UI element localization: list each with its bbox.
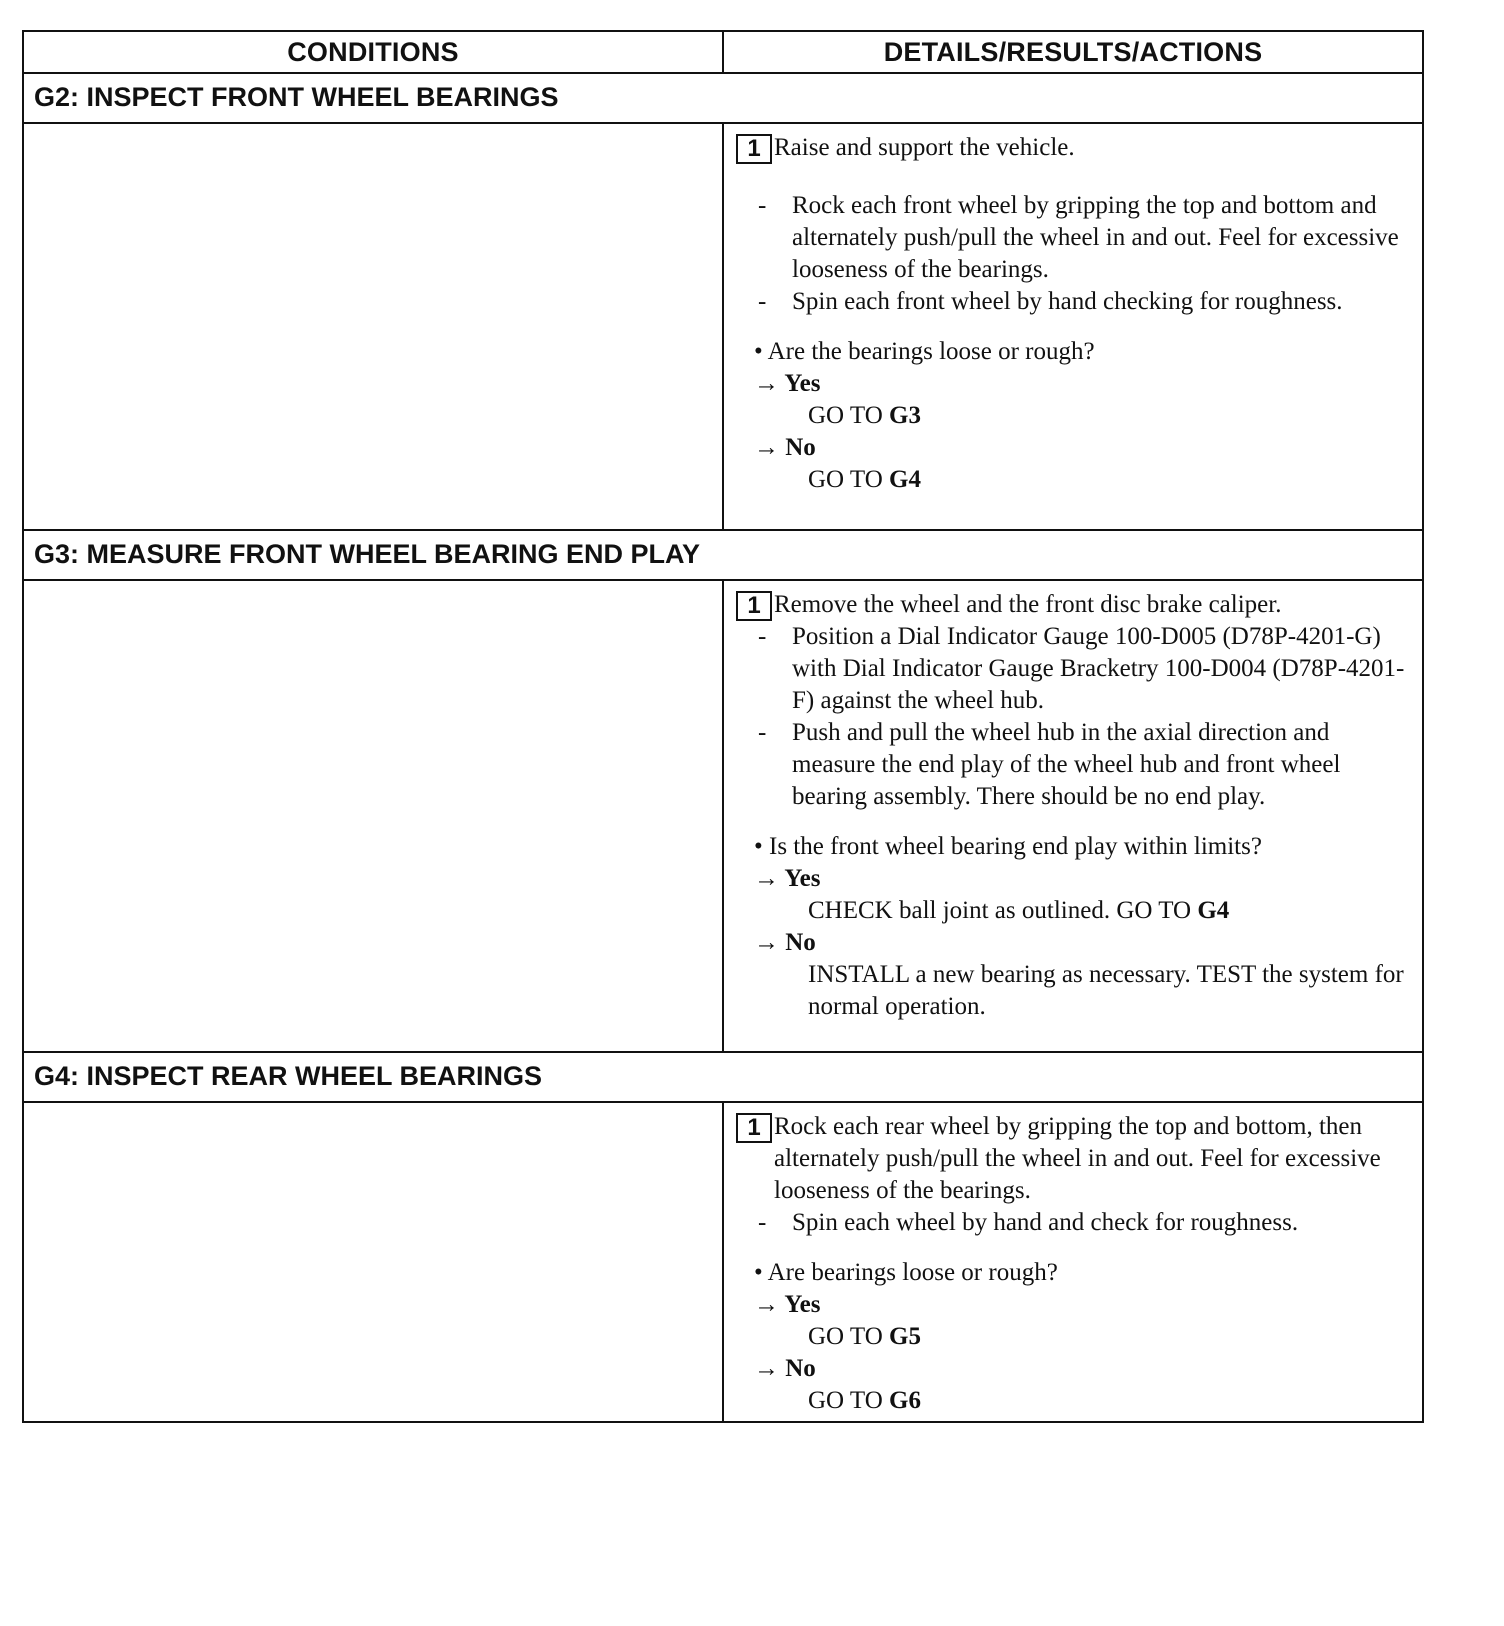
conditions-cell [23,580,723,1052]
no-action-target: G4 [889,465,921,493]
dash-item [736,190,1414,286]
dash-mark: - [758,191,767,219]
section-body-row [23,123,1423,530]
step [736,589,1414,621]
sections-table [22,72,1424,1423]
header-row [23,31,1423,73]
no-label: → No [754,928,816,956]
dash-mark: - [758,287,767,315]
dash-item [736,1207,1414,1239]
question: • Is the front wheel bearing end play within limits? [754,832,1262,860]
dash-item-text: Push and pull the wheel hub in the axial direction and measure the end play of the wheel hub and front wheel bearing assembly. There should be no end play. [792,718,1341,810]
yes-action [736,895,1414,927]
details-cell [723,1102,1423,1422]
yes-action-text: GO TO [808,1322,890,1350]
yes-action [736,1321,1414,1353]
dash-mark: - [758,718,767,746]
step-text: Raise and support the vehicle. [774,133,1075,161]
yes-action-text: GO TO [808,401,890,429]
step-number-box: 1 [736,1113,772,1143]
details-cell [723,123,1423,530]
section-body-row [23,1102,1423,1422]
no-action [736,464,1414,496]
yes-label: → Yes [754,864,821,892]
dash-item-text: Spin each wheel by hand and check for roughness. [792,1208,1299,1236]
step-number-box: 1 [736,591,772,621]
yes-action-text: CHECK ball joint as outlined. GO TO [808,896,1198,924]
no-action-target: G6 [889,1386,921,1414]
step [736,1111,1414,1207]
step-text: Remove the wheel and the front disc brake caliper. [774,590,1282,618]
section-title-row [23,73,1423,123]
yes-label: → Yes [754,369,821,397]
section-body-row [23,580,1423,1052]
question: • Are the bearings loose or rough? [754,337,1095,365]
dash-item [736,286,1414,318]
dash-item-text: Position a Dial Indicator Gauge 100-D005 (D78P-4201-G) with Dial Indicator Gauge Bracketry 100-D004 (D78P-4201-F) against the wheel hub. [792,622,1405,714]
step-number-box: 1 [736,134,772,164]
question: • Are bearings loose or rough? [754,1258,1058,1286]
details-header: DETAILS/RESULTS/ACTIONS [723,31,1423,73]
dash-item [736,621,1414,717]
dash-item-text: Rock each front wheel by gripping the top and bottom and alternately push/pull the wheel in and out. Feel for excessive looseness of the bearings. [792,191,1399,283]
no-action-text: INSTALL a new bearing as necessary. TEST the system for normal operation. [808,960,1404,1020]
dash-mark: - [758,1208,767,1236]
yes-action [736,400,1414,432]
section-title: G3: MEASURE FRONT WHEEL BEARING END PLAY [23,530,1423,580]
yes-action-target: G4 [1197,896,1230,924]
step-text: Rock each rear wheel by gripping the top and bottom, then alternately push/pull the wheel in and out. Feel for excessive looseness of the bearings. [774,1112,1381,1204]
conditions-cell [23,123,723,530]
no-action-text: GO TO [808,1386,890,1414]
details-cell [723,580,1423,1052]
no-action [736,959,1414,1023]
yes-action-target: G5 [889,1322,921,1350]
section-title-row [23,1052,1423,1102]
section-title: G2: INSPECT FRONT WHEEL BEARINGS [23,73,1423,123]
conditions-header: CONDITIONS [23,31,723,73]
step [736,132,1414,164]
no-action-text: GO TO [808,465,890,493]
section-title-row [23,530,1423,580]
dash-mark: - [758,622,767,650]
document-page [22,30,1422,1423]
no-label: → No [754,433,816,461]
yes-action-target: G3 [889,401,921,429]
conditions-cell [23,1102,723,1422]
dash-item [736,717,1414,813]
no-label: → No [754,1354,816,1382]
dash-item-text: Spin each front wheel by hand checking for roughness. [792,287,1343,315]
section-title: G4: INSPECT REAR WHEEL BEARINGS [23,1052,1423,1102]
diagnostic-table [22,30,1424,74]
no-action [736,1385,1414,1417]
yes-label: → Yes [754,1290,821,1318]
